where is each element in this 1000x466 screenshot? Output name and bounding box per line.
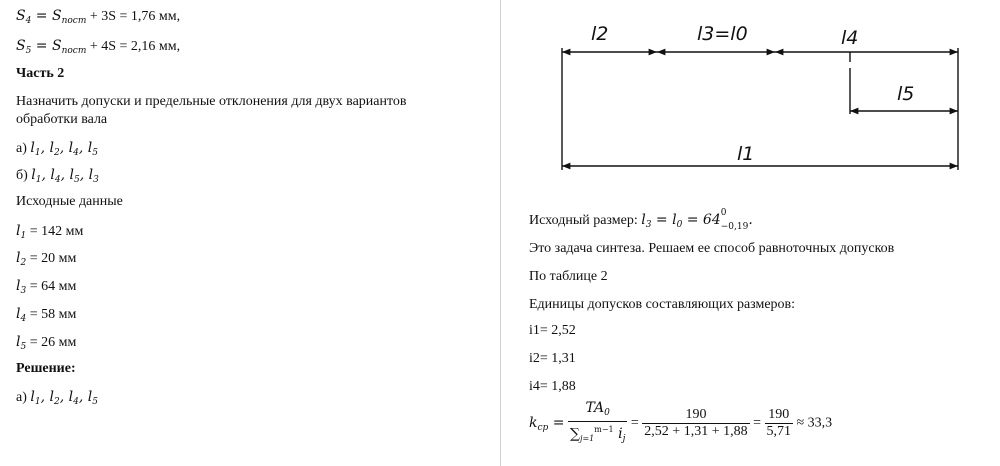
initial-size-line: Исходный размер: $l_3 = l_0 = 64$ 0 $_{-0,19}$. [529, 208, 753, 232]
kcp-fraction-2: $\frac{190}{2,52 + 1,31 + 1,88}$ [644, 407, 748, 439]
s4-symbol: $S_4 = S_{пост}$ [16, 8, 87, 26]
variant-b-label: б) [16, 168, 28, 183]
initial-size-label: Исходный размер: [529, 213, 638, 228]
l3-value: $l_3 = 64$ мм [16, 278, 77, 296]
variant-a-label: а) [16, 141, 27, 156]
l1-label: l1 [737, 143, 755, 165]
task-line-1: Назначить допуски и предельные отклонения для двух вариантов [16, 94, 407, 109]
synthesis-text: Это задача синтеза. Решаем ее способ равноточных допусков [529, 241, 895, 256]
variant-a-repeat: а) $l_1$, $l_2$, $l_4$, $l_5$ [16, 389, 98, 407]
kcp-result: ≈ 33,3 [796, 415, 833, 431]
l2-label: l2 [591, 23, 609, 45]
s4-value: + 3S = 1,76 мм, [89, 9, 181, 24]
l1-value: $l_1 = 142$ мм [16, 223, 84, 241]
variant-a: а) $l_1$, $l_2$, $l_4$, $l_5$ [16, 140, 98, 158]
kcp-formula: $k_{ср}$ = $\frac{TA_0}{\sum_{j=1}^{m-1} i_j}$ = $\frac{190}{2,52 + 1,31 + 1,88}$ = $\frac{190}{5,71}$ ≈ 33,3 [529, 400, 832, 447]
units-heading: Единицы допусков составляющих размеров: [529, 297, 796, 312]
kcp-fraction-1: $\frac{TA_0}{\sum_{j=1}^{m-1} i_j}$ [569, 400, 626, 444]
variant-b: б) $l_1$, $l_4$, $l_5$, $l_3$ [16, 167, 99, 185]
s5-symbol: $S_5 = S_{пост}$ [16, 38, 87, 56]
right-column [501, 0, 1000, 466]
l2-value: $l_2 = 20$ мм [16, 250, 77, 268]
s5-formula [16, 37, 180, 60]
solution-heading: Решение: [16, 361, 76, 376]
kcp-fraction-3: $\frac{190}{5,71}$ [766, 407, 791, 439]
l3-label: l3=l0 [697, 23, 748, 45]
dimension-chain-diagram [501, 0, 1000, 190]
s4-formula [16, 7, 180, 30]
s5-value: + 4S = 2,16 мм, [89, 39, 181, 54]
l4-label: l4 [841, 27, 859, 49]
part2-heading: Часть 2 [16, 66, 65, 81]
table-reference: По таблице 2 [529, 269, 608, 284]
l5-value: $l_5 = 26$ мм [16, 334, 77, 352]
i4-value: i4= 1,88 [529, 379, 576, 394]
i2-value: i2= 1,31 [529, 351, 576, 366]
task-line-2: обработки вала [16, 112, 108, 127]
l5-label: l5 [897, 83, 915, 105]
l4-value: $l_4 = 58$ мм [16, 306, 77, 324]
i1-value: i1= 2,52 [529, 323, 576, 338]
initial-data-heading: Исходные данные [16, 194, 123, 209]
